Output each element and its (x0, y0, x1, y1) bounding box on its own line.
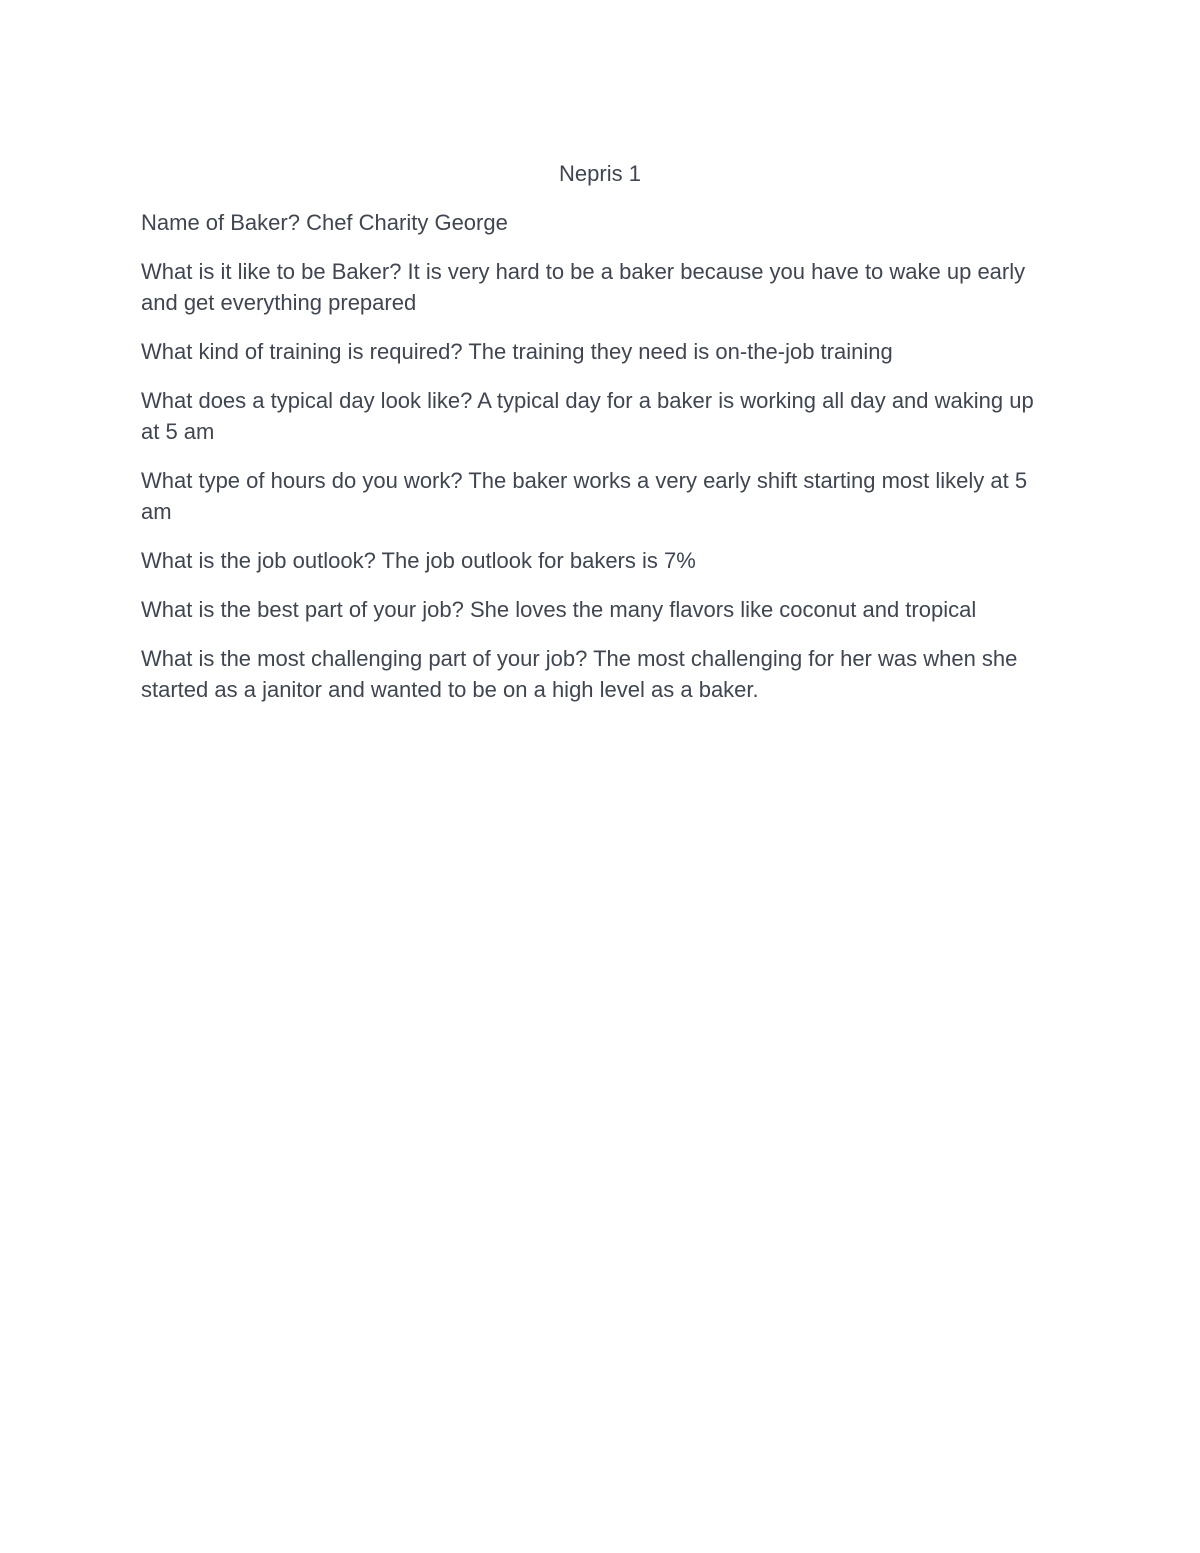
document-body (141, 207, 1051, 723)
paragraph-hours: What type of hours do you work? The baker works a very early shift starting most likely at 5 am (141, 468, 1028, 524)
document-title: Nepris 1 (559, 161, 641, 186)
paragraph-most-challenging: What is the most challenging part of your job? The most challenging for her was when she started as a janitor and wanted to be on a high level as a baker. (141, 646, 1018, 702)
paragraph-typical-day: What does a typical day look like? A typical day for a baker is working all day and waking up at 5 am (141, 388, 1034, 444)
paragraph-best-part: What is the best part of your job? She loves the many flavors like coconut and tropical (141, 597, 977, 622)
paragraph-what-is-it-like: What is it like to be Baker? It is very hard to be a baker because you have to wake up early and get everything prepared (141, 259, 1026, 315)
paragraph-job-outlook: What is the job outlook? The job outlook for bakers is 7% (141, 548, 696, 573)
paragraph-training: What kind of training is required? The training they need is on-the-job training (141, 339, 893, 364)
paragraph-baker-name: Name of Baker? Chef Charity George (141, 210, 508, 235)
